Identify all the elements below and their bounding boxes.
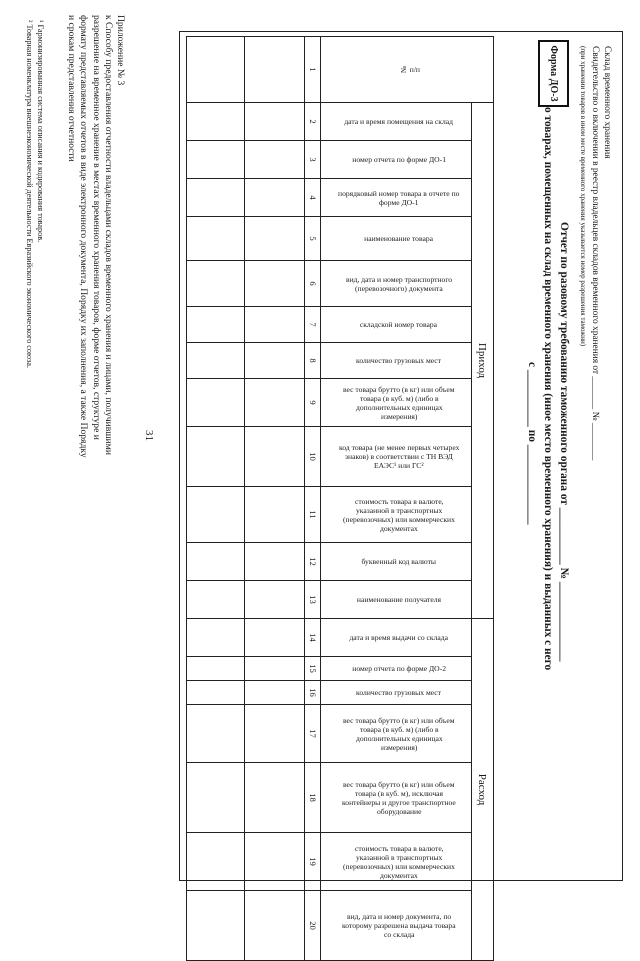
col-header: наименование получателя [321,581,471,619]
page-number: 31 [143,430,155,441]
column-number: 18 [305,763,321,833]
col-header: стоимость товара в валюте, указанной в транспортных (перевозочных) или коммерческих документах [321,833,471,891]
col-header: номер отчета по форме ДО-2 [321,657,471,681]
col-header: количество грузовых мест [321,681,471,705]
column-number: 1 [305,37,321,103]
appendix-line: и срокам представления отчетности [66,15,78,162]
col-header: вес товара брутто (в кг) или объем товара (в куб. м) (либо в дополнительных единицах измерения) [321,705,471,763]
column-number: 14 [305,619,321,657]
col-header: складской номер товара [321,307,471,343]
appendix-block [65,15,126,458]
col-header: буквенный код валюты [321,543,471,581]
column-number: 15 [305,657,321,681]
col-header: вес товара брутто (в кг) или объем товара (в куб. м), исключая контейнеры и другое транспортное оборудование [321,763,471,833]
footnotes [24,20,45,368]
certificate-line: Свидетельство о включении в реестр владельцев складов временного хранения от _______ № ________ [590,46,600,461]
group-header-prihod: Приход [471,103,493,619]
report-title-line3: с __________ по ______________ [526,362,538,525]
col-header: код товара (не менее первых четырех знаков) в соответствии с ТН ВЭД ЕАЭС¹ или ГС² [321,427,471,487]
col-header: количество грузовых мест [321,343,471,379]
group-header-rashod: Расход [471,619,493,961]
report-title-line1: Отчет по разовому требованию таможенного органа от __________ № ______________ [558,222,570,662]
column-number: 5 [305,217,321,261]
column-number: 12 [305,543,321,581]
column-number: 9 [305,379,321,427]
col-header: вид, дата и номер транспортного (перевозочного) документа [321,261,471,307]
column-number: 4 [305,179,321,217]
col-header: стоимость товара в валюте, указанной в транспортных (перевозочных) или коммерческих документах [321,487,471,543]
column-number: 11 [305,487,321,543]
column-number: 20 [305,891,321,961]
report-title-line2: о товарах, помещенных на склад временного хранения (иное место временного хранения) и выданных с него [542,107,554,671]
warehouse-label: Склад временного хранения [602,46,612,159]
column-number: 8 [305,343,321,379]
form-frame [179,31,623,940]
col-header: дата и время выдачи со склада [321,619,471,657]
column-number: 17 [305,705,321,763]
column-number-row [305,37,321,961]
col-header: дата и время помещения на склад [321,103,471,141]
column-number: 10 [305,427,321,487]
column-number: 16 [305,681,321,705]
column-number: 3 [305,141,321,179]
footnote: ² Товарная номенклатура внешнеэкономической деятельности Евразийского экономического союза. [25,20,35,369]
col-header: наименование товара [321,217,471,261]
column-number: 19 [305,833,321,891]
column-number: 7 [305,307,321,343]
col-header: вид, дата и номер документа, по которому разрешена выдача товара со склада [321,891,471,961]
appendix-line: к Способу предоставления отчетности владельцами складов временного хранения и лицами, получившими [102,15,114,455]
report-table [186,36,494,961]
appendix-line: разрешение на временное хранение в местах временного хранения товаров, форме отчетов, структуре и [90,15,102,440]
col-header: номер отчета по форме ДО-1 [321,141,471,179]
col-header: вес товара брутто (в кг) или объем товара (в куб. м) (либо в дополнительных единицах измерения) [321,379,471,427]
column-number: 2 [305,103,321,141]
table-row-empty [245,37,305,961]
footnote: ¹ Гармонизированная система описания и кодирования товаров. [36,20,45,243]
column-number: 6 [305,261,321,307]
appendix-line: формату представляемых отчетов в виде электронного документа, Порядку их заполнения, а также Порядку [78,15,90,458]
appendix-title: Приложение № 3 [115,15,126,86]
certificate-note: (при хранении товаров в ином месте временного хранения указывается номер разрешения таможни) [579,46,587,347]
table-row-empty [187,37,245,961]
col-header: порядковый номер товара в отчете по форме ДО-1 [321,179,471,217]
column-number: 13 [305,581,321,619]
form-label: Форма ДО-3 [538,40,569,107]
col-header-row-number: № п/п [321,37,494,103]
